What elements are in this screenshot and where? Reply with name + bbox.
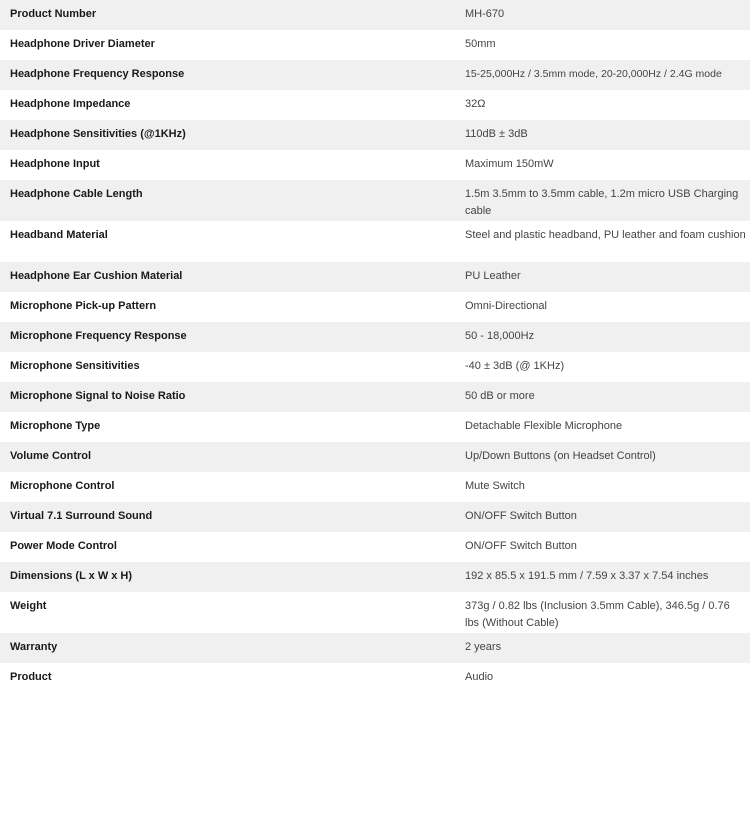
spec-label: Headphone Driver Diameter — [10, 38, 155, 50]
spec-label: Product Number — [10, 8, 97, 20]
spec-row — [0, 292, 750, 322]
spec-label: Weight — [10, 600, 47, 612]
spec-row — [0, 633, 750, 663]
spec-label: Microphone Sensitivities — [10, 360, 140, 372]
spec-value: Omni-Directional — [465, 300, 547, 312]
spec-row — [0, 663, 750, 693]
spec-value: Detachable Flexible Microphone — [465, 420, 623, 432]
spec-label: Volume Control — [10, 450, 92, 462]
spec-row — [0, 90, 750, 120]
spec-value: 110dB ± 3dB — [465, 128, 528, 140]
spec-label: Microphone Type — [10, 420, 101, 432]
spec-row — [0, 60, 750, 90]
spec-label: Product — [10, 671, 52, 683]
spec-row — [0, 120, 750, 150]
spec-row — [0, 322, 750, 352]
spec-label: Headphone Sensitivities (@1KHz) — [10, 128, 186, 140]
spec-value: Mute Switch — [465, 480, 525, 492]
spec-row — [0, 262, 750, 292]
spec-label: Dimensions (L x W x H) — [10, 570, 133, 582]
spec-value: ON/OFF Switch Button — [465, 540, 577, 552]
spec-value: Steel and plastic headband, PU leather and foam cushion — [465, 229, 746, 241]
spec-label: Headphone Impedance — [10, 98, 131, 110]
spec-row — [0, 442, 750, 472]
spec-row — [0, 532, 750, 562]
spec-label: Headphone Ear Cushion Material — [10, 270, 183, 282]
spec-label: Microphone Frequency Response — [10, 330, 187, 342]
spec-label: Virtual 7.1 Surround Sound — [10, 510, 153, 522]
spec-value: PU Leather — [465, 270, 521, 282]
spec-row — [0, 412, 750, 442]
spec-label: Headphone Frequency Response — [10, 68, 185, 80]
spec-label: Power Mode Control — [10, 540, 117, 552]
spec-row — [0, 562, 750, 592]
spec-label: Headband Material — [10, 229, 108, 241]
spec-value: 2 years — [465, 641, 502, 653]
spec-value: MH-670 — [465, 8, 505, 20]
spec-value: Up/Down Buttons (on Headset Control) — [465, 450, 656, 462]
spec-label: Microphone Control — [10, 480, 115, 492]
spec-row — [0, 352, 750, 382]
spec-value: 15-25,000Hz / 3.5mm mode, 20-20,000Hz / 2.4G mode — [465, 68, 722, 80]
spec-label: Warranty — [10, 641, 58, 653]
spec-value: Audio — [465, 671, 494, 683]
spec-label: Microphone Pick-up Pattern — [10, 300, 157, 312]
spec-row — [0, 502, 750, 532]
spec-label: Microphone Signal to Noise Ratio — [10, 390, 186, 402]
spec-row — [0, 382, 750, 412]
spec-row — [0, 30, 750, 60]
spec-value: 50 - 18,000Hz — [465, 330, 535, 342]
spec-row — [0, 221, 750, 262]
spec-value: 373g / 0.82 lbs (Inclusion 3.5mm Cable), 346.5g / 0.76 lbs (Without Cable) — [465, 600, 730, 629]
spec-row — [0, 592, 750, 633]
spec-value: 32Ω — [465, 98, 486, 110]
spec-row — [0, 150, 750, 180]
spec-label: Headphone Input — [10, 158, 100, 170]
spec-value: ON/OFF Switch Button — [465, 510, 577, 522]
spec-value: 1.5m 3.5mm to 3.5mm cable, 1.2m micro USB Charging cable — [465, 188, 739, 217]
spec-value: -40 ± 3dB (@ 1KHz) — [465, 360, 565, 372]
spec-value: Maximum 150mW — [465, 158, 554, 170]
spec-row — [0, 0, 750, 30]
spec-label: Headphone Cable Length — [10, 188, 143, 200]
spec-value: 192 x 85.5 x 191.5 mm / 7.59 x 3.37 x 7.54 inches — [465, 570, 709, 582]
spec-row — [0, 180, 750, 221]
spec-row — [0, 472, 750, 502]
spec-value: 50mm — [465, 38, 496, 50]
spec-value: 50 dB or more — [465, 390, 535, 402]
